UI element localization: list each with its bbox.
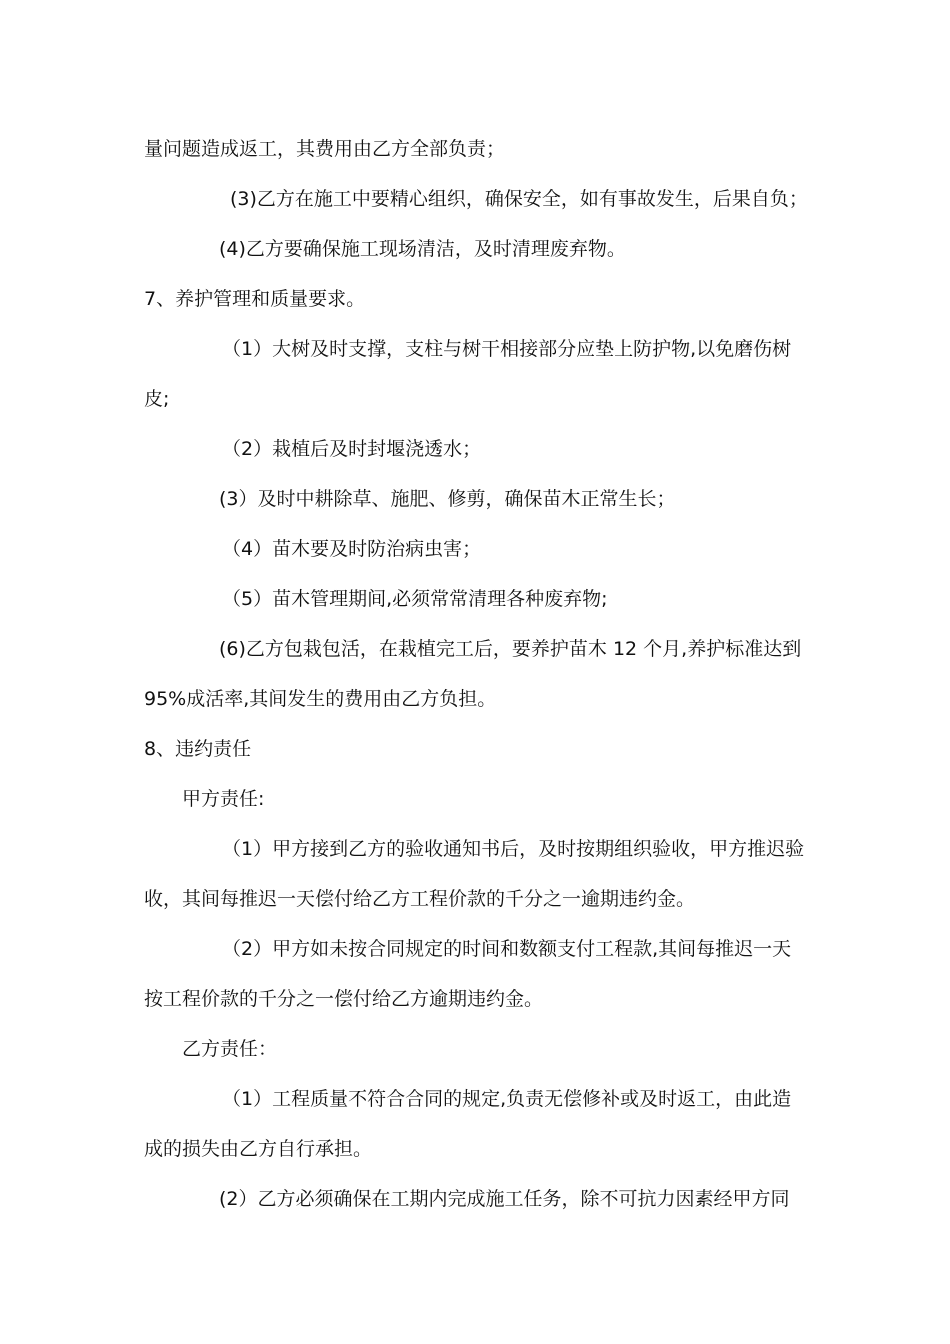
text-line: （5）苗木管理期间,必须常常清理各种废弃物; xyxy=(222,588,608,610)
text-line: （1）大树及时支撑，支柱与树干相接部分应垫上防护物,以免磨伤树 xyxy=(222,338,792,360)
text-line: (2）乙方必须确保在工期内完成施工任务，除不可抗力因素经甲方同 xyxy=(219,1188,790,1210)
text-line: (6)乙方包栽包活，在栽植完工后，要养护苗木 12 个月,养护标准达到 xyxy=(219,638,802,660)
section-heading: 7、养护管理和质量要求。 xyxy=(144,288,366,310)
text-line: (4)乙方要确保施工现场清洁，及时清理废弃物。 xyxy=(219,238,626,260)
section-heading: 8、违约责任 xyxy=(144,738,252,760)
text-line: （2）甲方如未按合同规定的时间和数额支付工程款,其间每推迟一天 xyxy=(222,938,792,960)
text-line: 95%成活率,其间发生的费用由乙方负担。 xyxy=(144,688,497,710)
sub-heading: 甲方责任: xyxy=(182,788,265,810)
text-line: （4）苗木要及时防治病虫害； xyxy=(222,538,482,560)
text-line: 成的损失由乙方自行承担。 xyxy=(144,1138,373,1160)
text-line: (3)乙方在施工中要精心组织，确保安全，如有事故发生，后果自负； xyxy=(230,188,808,210)
text-line: （1）工程质量不符合合同的规定,负责无偿修补或及时返工，由此造 xyxy=(222,1088,792,1110)
text-line: 量问题造成返工，其费用由乙方全部负责； xyxy=(144,138,506,160)
text-line: (3）及时中耕除草、施肥、修剪，确保苗木正常生长； xyxy=(219,488,676,510)
text-line: 皮; xyxy=(144,388,170,410)
text-line: 按工程价款的千分之一偿付给乙方逾期违约金。 xyxy=(144,988,544,1010)
text-line: （2）栽植后及时封堰浇透水； xyxy=(222,438,482,460)
sub-heading: 乙方责任： xyxy=(182,1038,278,1060)
text-line: 收，其间每推迟一天偿付给乙方工程价款的千分之一逾期违约金。 xyxy=(144,888,696,910)
text-line: （1）甲方接到乙方的验收通知书后，及时按期组织验收，甲方推迟验 xyxy=(222,838,805,860)
